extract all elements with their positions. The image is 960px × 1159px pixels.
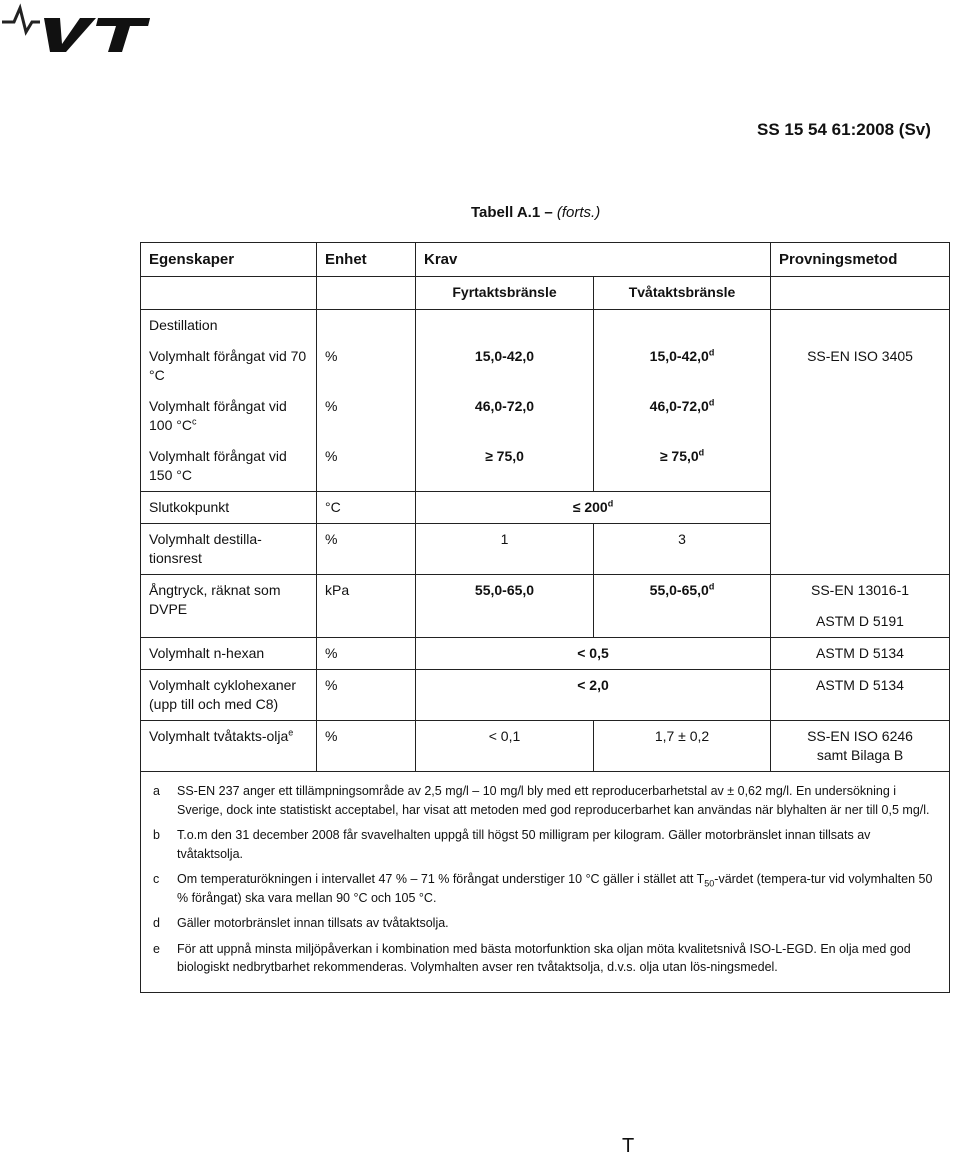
footnote-text-part: -värdet (tempera-tur vid volymhalten 50 % förångat) ska vara mellan 90 °C och 105 °C. [177,872,933,905]
row-four-stroke: ≥ 75,0 [416,441,594,492]
requirements-table [140,242,950,993]
table-row [141,670,950,721]
header-row [141,243,950,277]
row-combined [416,492,771,524]
row-unit: % [317,391,416,441]
row-two-stroke-value: 46,0-72,0 [649,398,709,414]
footnote-text: SS-EN 237 anger ett tillämpningsområde av 2,5 mg/l – 10 mg/l bly med ett reproducerbarhetstal av ± 0,62 mg/l. En undersökning i Sverige, dock inte statistiskt acceptabel, har visat att metoden med god reproducerbarhet kan användas när blyhalten är ner till 0,5 mg/l. [177,784,930,817]
row-property: Volymhalt förångat vid 70 °C [141,341,317,391]
table-row [141,441,950,492]
page-mark: T [622,1135,635,1157]
row-four-stroke: 1 [416,524,594,575]
row-two-stroke-value: 55,0-65,0 [649,582,709,598]
row-method-1: SS-EN ISO 6246 [807,728,913,744]
footnotes-row [141,772,950,993]
row-method [771,575,950,638]
row-property-text: Volymhalt förångat vid 100 °C [149,398,287,433]
row-two-stroke-value: ≥ 75,0 [659,448,699,464]
header-unit: Enhet [317,243,416,277]
row-property-text: Volymhalt tvåtakts-olja [149,728,289,744]
section-row [141,310,950,342]
subheader-four-stroke: Fyrtaktsbränsle [416,277,594,310]
row-property: Volymhalt n-hexan [141,638,317,670]
footnote-letter: a [153,784,160,798]
row-unit: % [317,441,416,492]
table-row [141,391,950,441]
row-method: SS-EN ISO 3405 [771,341,950,391]
row-method-1: SS-EN 13016-1 [810,582,910,598]
footnote-ref: d [708,397,715,408]
row-property: Volymhalt cyklohexaner (upp till och med C8) [141,670,317,721]
row-method: ASTM D 5134 [771,670,950,721]
table-row [141,638,950,670]
row-four-stroke: 55,0-65,0 [416,575,594,638]
footnote-ref: d [708,347,715,358]
row-method-2: ASTM D 5191 [816,613,904,629]
caption-main: Tabell A.1 – [471,204,557,221]
footnote-ref: d [698,447,705,458]
footnote-letter: d [153,916,160,930]
footnote-ref: c [191,416,197,427]
row-unit: % [317,670,416,721]
row-two-stroke [594,341,771,391]
footnote [153,870,937,907]
row-property [141,391,317,441]
footnote-text: T.o.m den 31 december 2008 får svavelhalten uppgå till högst 50 milligram per kilogram. Gäller motorbränslet innan tillsats av tvåtaktsolja. [177,828,871,861]
subheader-row [141,277,950,310]
footnote [153,782,937,819]
row-property: Ångtryck, räknat som DVPE [141,575,317,638]
table-caption [471,204,600,221]
row-property: Volymhalt förångat vid 150 °C [141,441,317,492]
row-combined-value: ≤ 200 [572,499,608,515]
footnote-ref: e [288,727,294,738]
caption-italic: (forts.) [556,204,601,221]
vtt-logo [0,0,160,60]
document-id: SS 15 54 61:2008 (Sv) [757,120,931,139]
footnotes [141,772,950,993]
footnote-letter: c [153,872,160,886]
footnote [153,826,937,863]
row-unit: kPa [317,575,416,638]
footnote-text: För att uppnå minsta miljöpåverkan i kombination med bästa motorfunktion ska oljan möta kvalitetsnivå ISO-L-EGD. En olja med god biologiskt nedbrytbarhet rekommenderas. Volymhalten avser ren tvåtaktsolja, d.v.s. olja utan lös-ningsmedel. [177,941,911,974]
footnote-subscript: 50 [704,878,715,889]
footnote [153,914,937,933]
row-property [141,721,317,772]
table-row [141,492,950,524]
table-row [141,575,950,638]
header-property: Egenskaper [141,243,317,277]
header-requirement: Krav [416,243,771,277]
row-four-stroke: 46,0-72,0 [416,391,594,441]
row-two-stroke [594,391,771,441]
row-method-2: samt Bilaga B [816,747,904,763]
row-unit: % [317,341,416,391]
subheader-two-stroke: Tvåtaktsbränsle [594,277,771,310]
row-combined: < 2,0 [416,670,771,721]
header-method: Provningsmetod [771,243,950,277]
footnote-letter: e [153,941,160,956]
row-combined: < 0,5 [416,638,771,670]
row-two-stroke: 3 [594,524,771,575]
table-row [141,524,950,575]
row-method [771,721,950,772]
footnote-text [177,870,937,907]
footnote-text-part: Om temperaturökningen i intervallet 47 % – 71 % förångat understiger 10 °C gäller i stället att T [177,872,705,886]
row-unit: % [317,524,416,575]
footnote-text: Gäller motorbränslet innan tillsats av tvåtaktsolja. [177,916,449,930]
footnote-letter: b [153,828,160,842]
row-two-stroke: 1,7 ± 0,2 [594,721,771,772]
row-two-stroke-value: 15,0-42,0 [649,348,709,364]
row-unit: °C [317,492,416,524]
row-four-stroke: < 0,1 [416,721,594,772]
row-unit: % [317,721,416,772]
section-distillation: Destillation [141,310,317,342]
row-four-stroke: 15,0-42,0 [416,341,594,391]
footnote [153,940,937,977]
row-two-stroke [594,441,771,492]
row-property: Slutkokpunkt [141,492,317,524]
row-unit: % [317,638,416,670]
row-method: ASTM D 5134 [771,638,950,670]
table-row [141,721,950,772]
row-two-stroke [594,575,771,638]
row-property: Volymhalt destilla-tionsrest [141,524,317,575]
table-row [141,341,950,391]
footnote-ref: d [708,581,715,592]
footnote-ref: d [607,498,614,509]
